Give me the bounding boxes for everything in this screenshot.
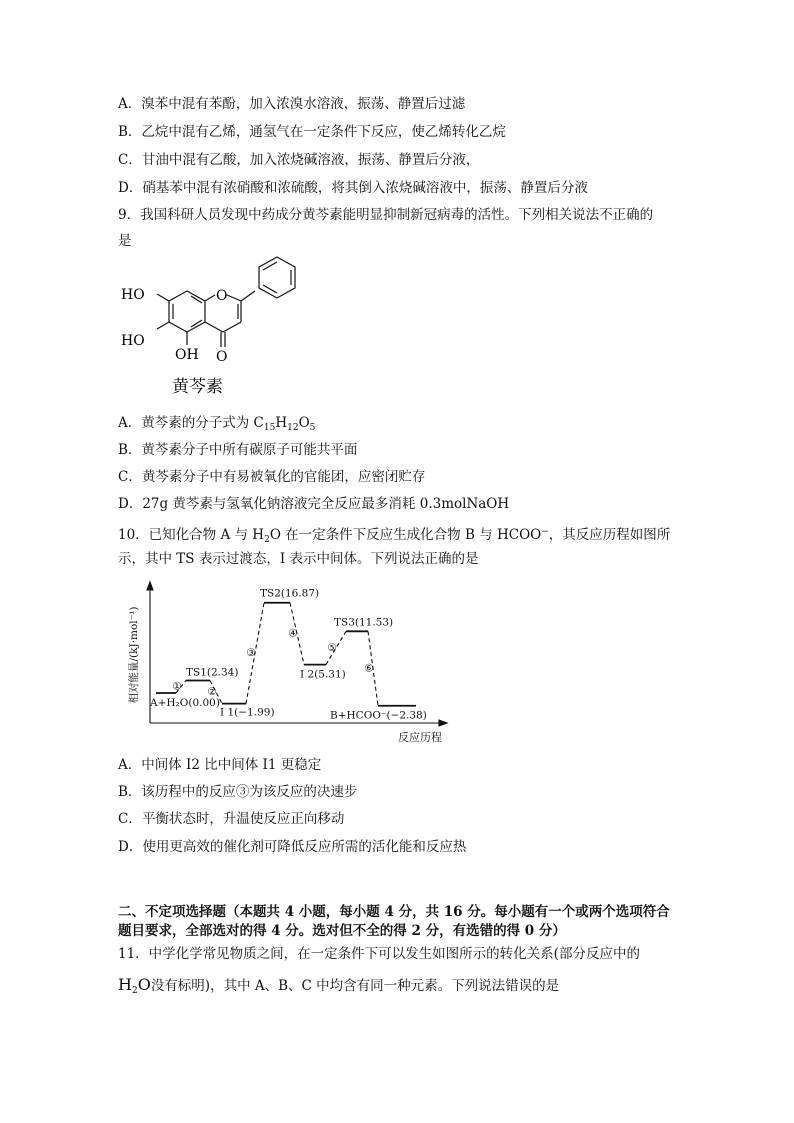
structure-name: 黄芩素 [172,377,223,397]
q9-stem-line2: 是 [118,233,132,249]
chart-ylabel: 相对能量/(kJ·mol⁻¹) [128,606,140,704]
energy-label-2: TS1(2.34) [186,666,239,679]
q10-option-b: B．该历程中的反应③为该反应的决速步 [118,784,358,800]
q10-option-a: A．中间体 I2 比中间体 I1 更稳定 [118,757,322,773]
q11-line2: $H_2O$没有标明)，其中 A、B、C 中均含有同一种元素。下列说法错误的是 [118,975,560,996]
energy-label-6: TS3(11.53) [334,616,394,629]
q9-option-a: A．黄芩素的分子式为 $C_{15}H_{12}O_5$ [118,415,316,433]
structure-ho-2: HO [121,333,145,349]
step-label-6: ⑥ [364,662,374,675]
q8-option-d: D．硝基苯中混有浓硝酸和浓硫酸，将其倒入浓烧碱溶液中，振荡、静置后分液 [118,180,588,196]
structure-ring-o: O [216,288,228,304]
step-label-5: ⑤ [327,641,337,654]
q10-option-d: D．使用更高效的催化剂可降低反应所需的活化能和反应热 [118,839,467,855]
q9-option-b: B．黄芩素分子中所有碳原子可能共平面 [118,442,358,458]
energy-profile-chart [120,575,460,750]
step-label-1: ① [172,680,182,693]
q9-option-d: D．27g 黄芩素与氢氧化钠溶液完全反应最多消耗 0.3molNaOH [118,496,510,512]
step-label-4: ④ [288,627,298,640]
chart-xlabel: 反应历程 [398,731,442,744]
step-label-2: ② [207,686,217,699]
q9-stem-line1: 9．我国科研人员发现中药成分黄芩素能明显抑制新冠病毒的活性。下列相关说法不正确的 [118,207,654,223]
structure-oh-3: OH [175,347,199,363]
energy-label-4: TS2(16.87) [260,587,320,600]
energy-label-3: I 1(−1.99) [220,706,275,719]
section2-line1: 二、不定项选择题（本题共 4 小题，每小题 4 分，共 16 分。每小题有一个或两个选项符合 [118,904,670,920]
q10-option-c: C．平衡状态时，升温使反应正向移动 [118,811,345,827]
energy-label-5: I 2(5.31) [300,668,346,681]
step-label-3: ③ [246,647,256,660]
q8-option-c: C．甘油中混有乙酸，加入浓烧碱溶液，振荡、静置后分液， [118,152,480,168]
structure-carbonyl-o: O [216,349,228,365]
structure-ho-1: HO [121,287,145,303]
energy-label-7: B+HCOO⁻(−2.38) [330,709,427,722]
energy-label-1: A+H₂O(0.00) [150,697,220,709]
q11-line1: 11．中学化学常见物质之间，在一定条件下可以发生如图所示的转化关系(部分反应中的 [118,946,640,962]
q8-option-a: A．溴苯中混有苯酚，加入浓溴水溶液，振荡、静置后过滤 [118,96,466,112]
q8-option-b: B．乙烷中混有乙烯，通氢气在一定条件下反应，使乙烯转化乙烷 [118,124,506,140]
q9-option-c: C．黄芩素分子中有易被氧化的官能团，应密闭贮存 [118,469,426,485]
q10-stem-line1: 10．已知化合物 A 与 $H_2O$ 在一定条件下反应生成化合物 B 与 HCOO−，其反应历程如图所 [118,527,671,545]
q10-stem-line2: 示，其中 TS 表示过渡态，I 表示中间体。下列说法正确的是 [118,551,479,567]
section2-line2: 题目要求，全部选对的得 4 分。选对但不全的得 2 分，有选错的得 0 分） [118,923,566,939]
baicalein-structure [115,255,315,405]
